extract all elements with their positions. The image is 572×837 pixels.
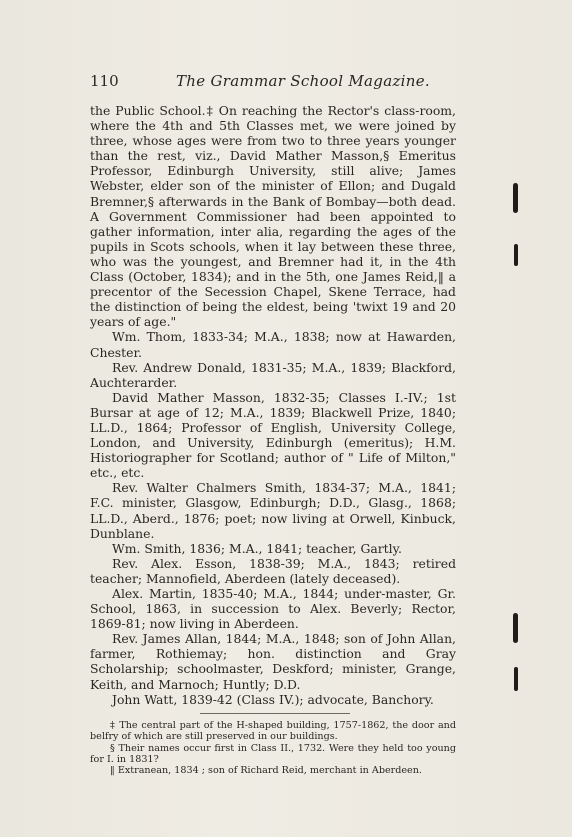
- binding-mark: [514, 244, 518, 266]
- entry-esson: Rev. Alex. Esson, 1838-39; M.A., 1843; retired teacher; Mannofield, Aberdeen (lately deceased).: [90, 555, 456, 586]
- entry-wm-smith: Wm. Smith, 1836; M.A., 1841; teacher, Gartly.: [112, 540, 402, 556]
- footnote-section: § Their names occur first in Class II., 1732. Were they held too young for I. in 1831?: [90, 742, 456, 765]
- entry-watt: John Watt, 1839-42 (Class IV.); advocate, Banchory.: [112, 691, 434, 707]
- footnotes: [90, 720, 456, 776]
- running-title: The Grammar School Magazine.: [176, 72, 430, 90]
- body-text: [90, 103, 456, 707]
- binding-mark: [513, 183, 518, 213]
- footnote-rule: [200, 713, 350, 714]
- paragraph-continuation: the Public School.‡ On reaching the Rector's class-room, where the 4th and 5th Classes met, we were joined by three, whose ages were from two to three years younger than the rest, viz., David Mather Masson,§ Emeritus Professor, Edinburgh University, still alive; James Webster, elder son of the minister of Ellon; and Dugald Bremner,§ afterwards in the Bank of Bombay—both dead. A Government Commissioner had been appointed to gather information, inter alia, regarding the ages of the pupils in Scots schools, when it lay between these three, who was the youngest, and Bremner had it, in the 4th Class (October, 1834); and in the 5th, one James Reid,‖ a precentor of the Secession Chapel, Skene Terrace, had the distinction of being the eldest, being 'twixt 19 and 20 years of age.": [90, 103, 456, 330]
- footnote-parallel: ‖ Extranean, 1834 ; son of Richard Reid, merchant in Aberdeen.: [110, 765, 422, 777]
- entry-martin: Alex. Martin, 1835-40; M.A., 1844; under-master, Gr. School, 1863, in succession to Alex. Beverly; Rector, 1869-81; now living in Aberdeen.: [90, 586, 456, 632]
- entry-thom: Wm. Thom, 1833-34; M.A., 1838; now at Hawarden, Chester.: [90, 329, 456, 360]
- entry-masson: David Mather Masson, 1832-35; Classes I.-IV.; 1st Bursar at age of 12; M.A., 1839; Blackwell Prize, 1840; LL.D., 1864; Professor of English, University College, London, and University, Edinburgh (emeritus); H.M. Historiographer for Scotland; author of " Life of Milton," etc., etc.: [90, 389, 456, 481]
- footnote-double-dagger: ‡ The central part of the H-shaped building, 1757-1862, the door and belfry of which are still preserved in our buildings.: [90, 720, 456, 743]
- binding-mark: [513, 613, 518, 643]
- entry-donald: Rev. Andrew Donald, 1831-35; M.A., 1839; Blackford, Auchterarder.: [90, 359, 456, 390]
- page-number: 110: [90, 72, 119, 90]
- entry-chalmers-smith: Rev. Walter Chalmers Smith, 1834-37; M.A., 1841; F.C. minister, Glasgow, Edinburgh; D.D., Glasg., 1868; LL.D., Aberd., 1876; poet; now living at Orwell, Kinbuck, Dunblane.: [90, 480, 456, 541]
- page-header: [90, 72, 450, 92]
- binding-mark: [514, 667, 518, 691]
- entry-allan: Rev. James Allan, 1844; M.A., 1848; son of John Allan, farmer, Rothiemay; hon. distinction and Gray Scholarship; schoolmaster, Deskford; minister, Grange, Keith, and Marnoch; Huntly; D.D.: [90, 631, 456, 692]
